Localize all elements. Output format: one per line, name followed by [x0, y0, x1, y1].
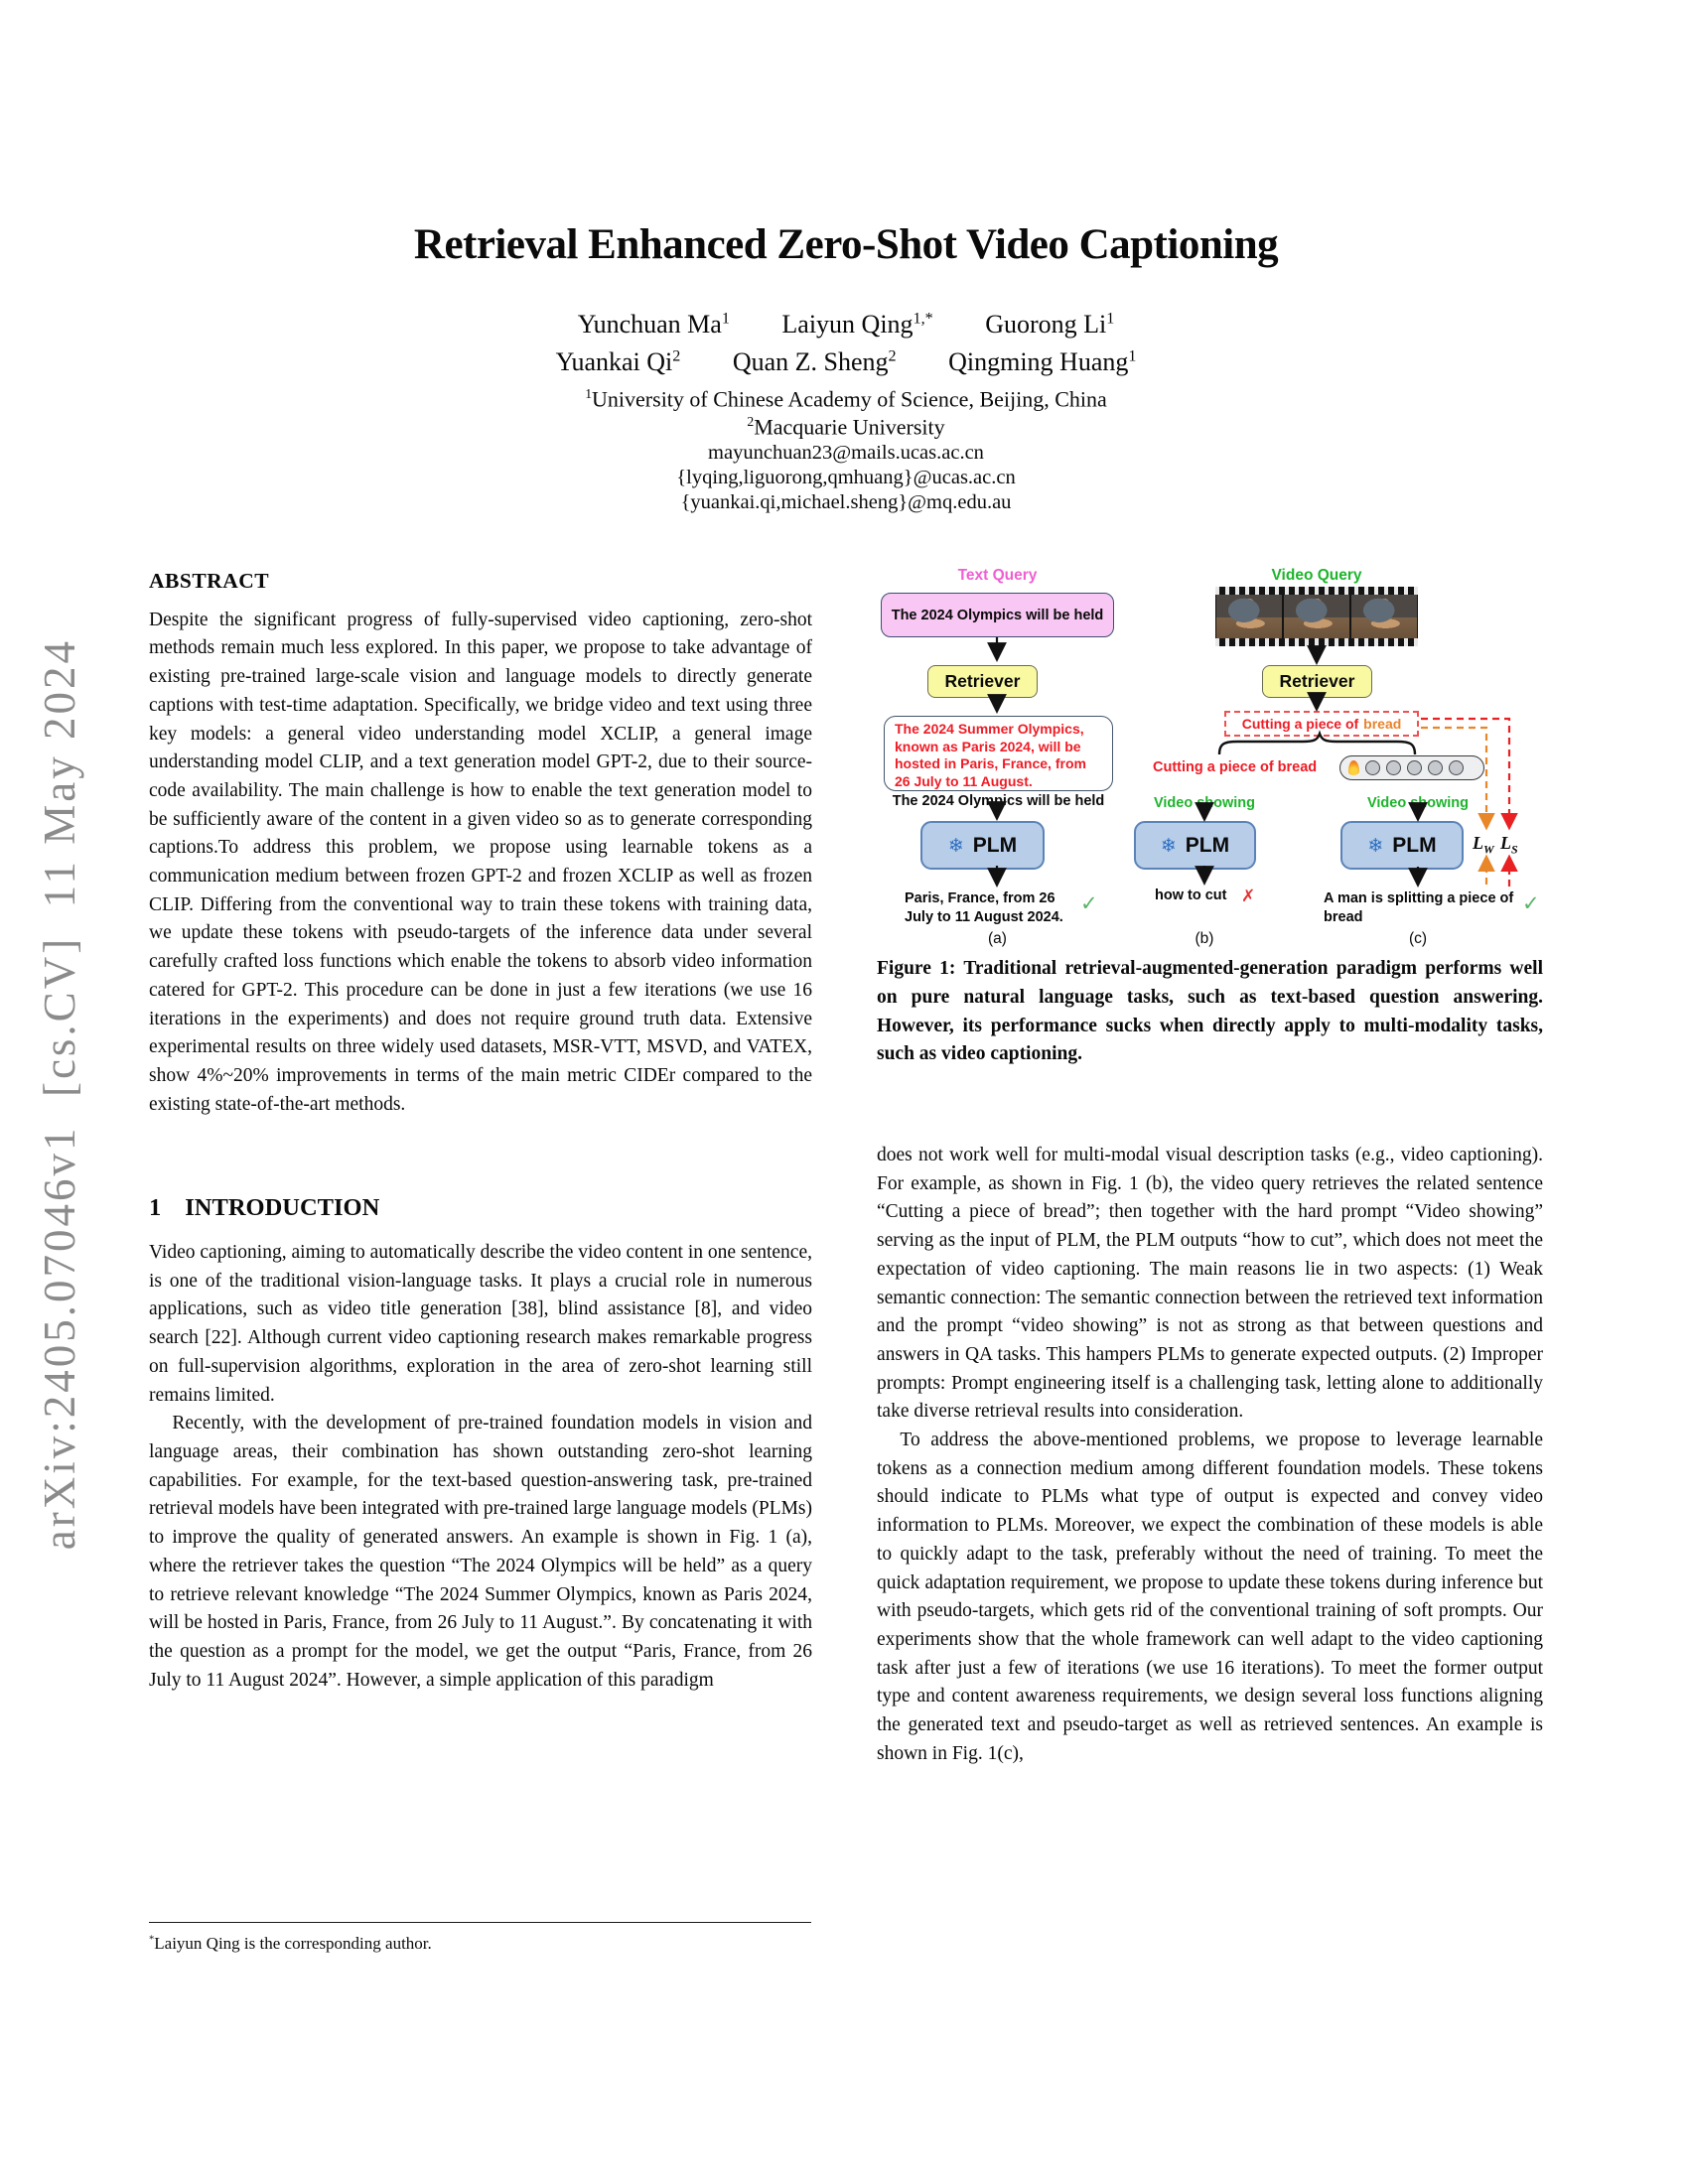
authors-row-1 [149, 310, 1543, 340]
affiliation-1: $^1$University of Chinese Academy of Science, Beijing, China [585, 386, 1107, 412]
panel-label-a: (a) [988, 930, 1007, 947]
retriever-box-b: Retriever [1262, 665, 1372, 698]
section-number: 1 [149, 1194, 162, 1222]
authors-row-2 [149, 347, 1543, 377]
author: Laiyun Qing$^{1,*}$ [781, 310, 933, 339]
check-icon: ✓ [1522, 891, 1540, 915]
plm-label: PLM [1185, 833, 1230, 857]
email-2: {lyqing,liguorong,qmhuang}@ucas.ac.cn [676, 467, 1016, 488]
figure-connectors [877, 556, 1543, 957]
text-query-label: Text Query [957, 567, 1038, 584]
split-brace [1219, 734, 1415, 754]
right-column-para-2: To address the above-mentioned problems, we propose to leverage learnable tokens as a connection medium among different foundation models. These tokens should indicate to PLMs what type of output is expected and convey video information to PLMs. Moreover, we expect the combination of these models is able to quickly adapt to the task, preferably without the need of training. To meet the quick adaptation requirement, we propose to update these tokens during inference but with pseudo-targets, which gets rid of the conventional training of soft prompts. Our experiments show that the whole framework can well adapt to the video captioning task after just a few of iterations (we use 16 iterations). To meet the former output type and content awareness requirements, we design several loss functions aligning the generated text and pseudo-target as well as retrieved sentences. An example is shown in Fig. 1(c), [877, 1430, 1543, 1764]
introduction-para-2: Recently, with the development of pre-trained foundation models in vision and language areas, their combination has shown outstanding zero-shot learning capabilities. For example, for the text-based question-answering task, pre-trained retrieval models have been integrated with pre-trained large language models (PLMs) to improve the quality of generated answers. An example is shown in Fig. 1 (a), where the retriever takes the question “The 2024 Olympics will be held” as a query to retrieve relevant knowledge “The 2024 Summer Olympics, known as Paris 2024, will be hosted in Paris, France, from 26 July to 11 August.”. By concatenating it with the question as a prompt for the model, we get the output “Paris, France, from 26 July to 11 August 2024”. However, a simple application of this paradigm [149, 1413, 812, 1691]
snowflake-icon: ❄ [1367, 834, 1384, 857]
text-query-box: The 2024 Olympics will be held [881, 593, 1114, 637]
footnote [149, 1934, 784, 1954]
prompt-text-a: The 2024 Olympics will be held [892, 793, 1105, 809]
panel-label-c: (c) [1408, 930, 1428, 947]
prompt-label-c: Video showing [1366, 795, 1470, 811]
right-column [877, 1142, 1543, 1768]
video-query-label: Video Query [1271, 567, 1362, 584]
section-heading-introduction [149, 1194, 812, 1223]
author: Guorong Li$^1$ [985, 310, 1115, 339]
panel-label-b: (b) [1195, 930, 1214, 947]
check-icon: ✓ [1080, 891, 1098, 915]
email-3: {yuankai.qi,michael.sheng}@mq.edu.au [680, 491, 1012, 513]
email-1: mayunchuan23@mails.ucas.ac.cn [708, 442, 984, 464]
left-column [149, 567, 812, 1695]
loss-w-label: $L_W$ [1473, 833, 1494, 857]
author: Yuankai Qi$^2$ [555, 347, 681, 376]
prompt-label-b: Video showing [1153, 795, 1256, 811]
figure-1-caption: Figure 1: Traditional retrieval-augmented-generation paradigm performs well on pure natural language tasks, such as text-based question answering. However, its performance sucks when directly apply to multi-modality tasks, such as video captioning. [877, 958, 1543, 1065]
retriever-box-a: Retriever [927, 665, 1038, 698]
footnote-text: Laiyun Qing is the corresponding author. [154, 1934, 432, 1953]
footnote-rule [149, 1922, 811, 1923]
snowflake-icon: ❄ [947, 834, 964, 857]
cross-icon: ✗ [1241, 887, 1256, 906]
output-text-b: how to cut [1155, 887, 1227, 903]
introduction-para-1: Video captioning, aiming to automatically describe the video content in one sentence, is one of the traditional vision-language tasks. It plays a crucial role in numerous applications, such as video title generation [38], blind assistance [8], and video search [22]. Although current video captioning research makes remarkable progress on full-supervision algorithms, exploration in the area of zero-shot learning still remains limited. [149, 1242, 812, 1406]
abstract-body: Despite the significant progress of fully-supervised video captioning, zero-shot methods remain much less explored. In this paper, we propose to take advantage of existing pre-trained large-scale vision and language models to directly generate captions with test-time adaptation. Specifically, we bridge video and text using three key models: a general video understanding model XCLIP, a general image understanding model CLIP, and a text generation model GPT-2, due to their source-code availability. The main challenge is how to enable the text generation model to be sufficiently aware of the content in a given video so as to generate corresponding captions.To address this problem, we propose using learnable tokens as a communication medium between frozen GPT-2 and frozen XCLIP as well as frozen CLIP. Differing from the conventional way to train these tokens with training data, we update these tokens with pseudo-targets of the inference data under several carefully crafted loss functions which enable the tokens to absorb video information catered for GPT-2. This procedure can be done in just a few iterations (we use 16 iterations in the experiments) and does not require ground truth data. Extensive experimental results on three widely used datasets, MSR-VTT, MSVD, and VATEX, show 4%~20% improvements in terms of the main metric CIDEr compared to the existing state-of-the-art methods. [149, 609, 812, 1115]
output-text-a: Paris, France, from 26 July to 11 August 2024. [905, 890, 1063, 925]
affiliation-2: $^2$Macquarie University [747, 414, 945, 440]
snowflake-icon: ❄ [1160, 834, 1177, 857]
retrieved-knowledge-box: The 2024 Summer Olympics, known as Paris 2024, will be hosted in Paris, France, from 26 July to 11 August. [884, 716, 1113, 791]
arxiv-watermark [28, 588, 91, 1600]
author: Qingming Huang$^1$ [948, 347, 1137, 376]
plm-label: PLM [972, 833, 1018, 857]
footnote-marker: * [149, 1934, 155, 1946]
figure-1 [877, 556, 1543, 957]
retrieved-text-b: Cutting a piece of bread [1153, 759, 1318, 775]
author: Quan Z. Sheng$^2$ [732, 347, 897, 376]
paper-title: Retrieval Enhanced Zero-Shot Video Captioning [413, 221, 1279, 268]
abstract-heading: ABSTRACT [149, 569, 270, 593]
right-column-para-1: does not work well for multi-modal visual description tasks (e.g., video captioning). For example, as shown in Fig. 1 (b), the video query retrieves the related sentence “Cutting a piece of bread”; then together with the hard prompt “Video showing” serving as the input of PLM, the PLM outputs “how to cut”, which does not meet the expectation of video captioning. The main reasons lie in two aspects: (1) Weak semantic connection: The semantic connection between the retrieved text information and the prompt “video showing” is not as strong as that between questions and answers in QA tasks. This hampers PLMs to generate expected outputs. (2) Improper prompts: Prompt engineering itself is a challenging task, letting alone to additionally take diverse retrieval results into consideration. [877, 1145, 1543, 1423]
retrieved-sentence-box: Cutting a piece of bread [1224, 711, 1419, 737]
output-text-c: A man is splitting a piece of bread [1324, 890, 1514, 925]
plm-label: PLM [1392, 833, 1437, 857]
author: Yunchuan Ma$^1$ [577, 310, 730, 339]
loss-s-label: $L_S$ [1500, 833, 1518, 857]
arxiv-watermark-text: arXiv:2405.07046v1 [cs.CV] 11 May 2024 [35, 637, 84, 1551]
section-title: INTRODUCTION [185, 1194, 380, 1222]
